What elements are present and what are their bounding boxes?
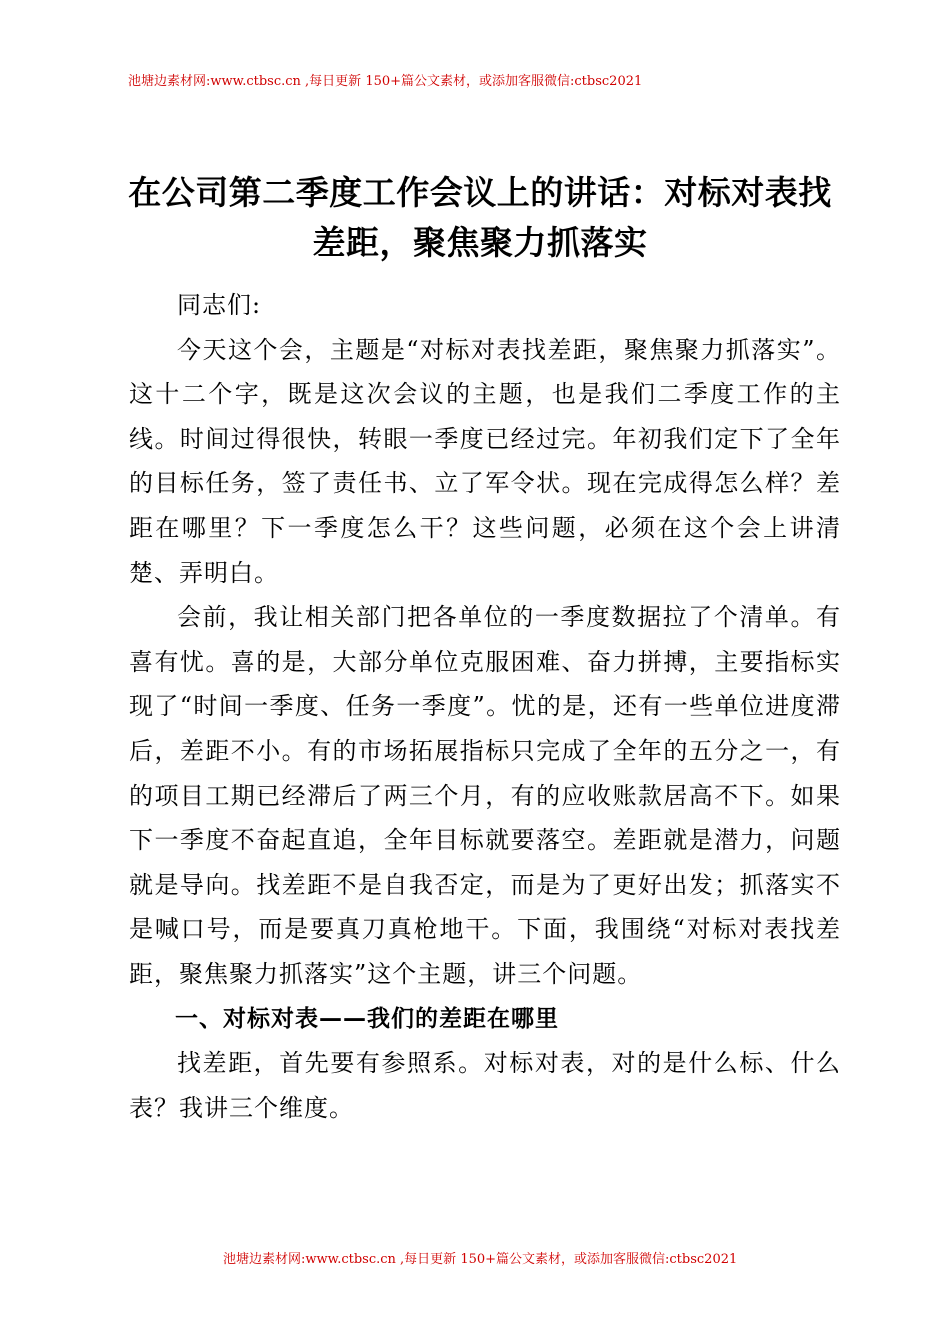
section-heading: 一、对标对表——我们的差距在哪里 (175, 1005, 559, 1032)
section-paragraph: 找差距，首先要有参照系。对标对表，对的是什么标、什么表？我讲三个维度。 (129, 1049, 841, 1122)
header-watermark: 池塘边素材网:www.ctbsc.cn ,每日更新 150+篇公文素材，或添加客服微信:ctbsc2021 (128, 74, 643, 89)
footer-watermark: 池塘边素材网:www.ctbsc.cn ,每日更新 150+篇公文素材，或添加客服微信:ctbsc2021 (223, 1252, 738, 1267)
paragraph-context: 会前，我让相关部门把各单位的一季度数据拉了个清单。有喜有忧。喜的是，大部分单位克服困难、奋力拼搏，主要指标实现了“时间一季度、任务一季度”。忧的是，还有一些单位进度滞后，差距不小。有的市场拓展指标只完成了全年的五分之一，有的项目工期已经滞后了两三个月，有的应收账款居高不下。如果下一季度不奋起直追，全年目标就要落空。差距就是潜力，问题就是导向。找差距不是自我否定，而是为了更好出发；抓落实不是喊口号，而是要真刀真枪地干。下面，我围绕“对标对表找差距，聚焦聚力抓落实”这个主题，讲三个问题。 (129, 603, 841, 988)
salutation: 同志们: (177, 291, 262, 319)
document-title: 在公司第二季度工作会议上的讲话：对标对表找差距，聚焦聚力抓落实 (128, 173, 832, 262)
document-body (129, 283, 841, 1130)
paragraph-intro: 今天这个会，主题是“对标对表找差距，聚焦聚力抓落实”。这十二个字，既是这次会议的主题，也是我们二季度工作的主线。时间过得很快，转眼一季度已经过完。年初我们定下了全年的目标任务，签了责任书、立了军令状。现在完成得怎么样？差距在哪里？下一季度怎么干？这些问题，必须在这个会上讲清楚、弄明白。 (129, 335, 841, 587)
